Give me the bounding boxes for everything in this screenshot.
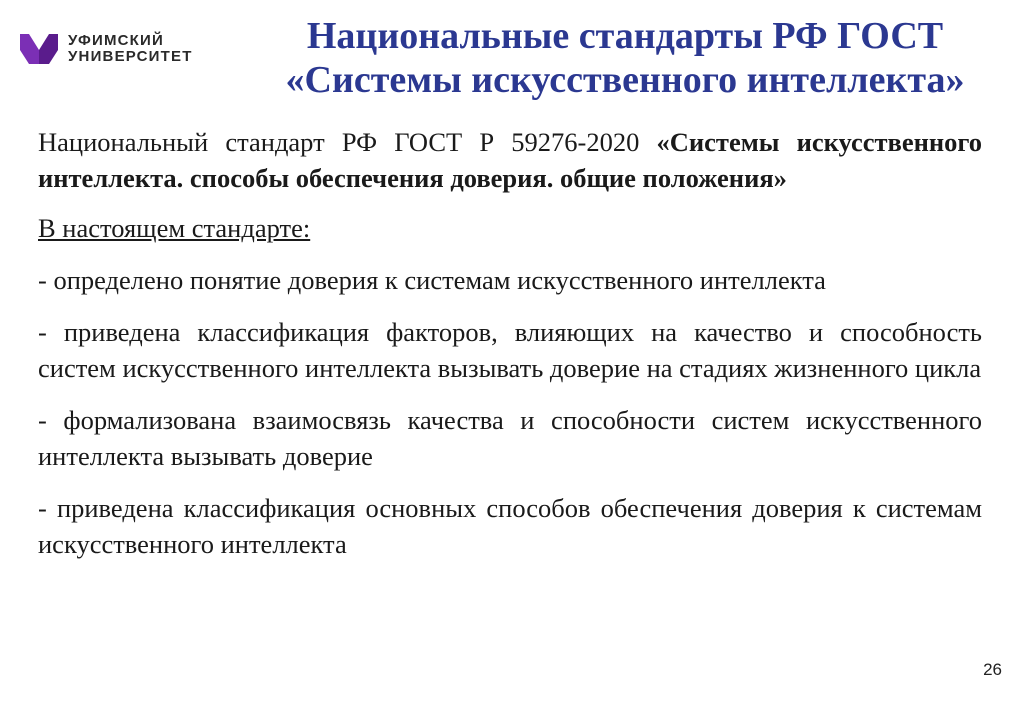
university-name [68,33,193,65]
slide-title-line1: Национальные стандарты РФ ГОСТ [306,15,944,57]
page-number: 26 [983,660,1002,679]
standard-intro [38,124,982,196]
list-item: - определено понятие доверия к системам искусственного интеллекта [38,265,826,295]
standard-name: «Системы искусственного интеллекта. способы обеспечения доверия. общие положения» [38,127,982,193]
university-name-line2: УНИВЕРСИТЕТ [68,48,193,65]
university-logo [18,28,193,70]
list-item: - приведена классификация факторов, влияющих на качество и способность систем искусственного интеллекта вызывать доверие на стадиях жизненного цикла [38,317,982,383]
slide-body [38,124,982,578]
university-name-line1: УФИМСКИЙ [68,32,164,49]
subheading [38,210,982,246]
slide-title-line2: «Системы искусственного интеллекта» [285,59,965,101]
subheading-text: В настоящем стандарте: [38,213,311,243]
ufa-university-logo-icon [18,28,60,70]
list-item: - формализована взаимосвязь качества и способности систем искусственного интеллекта вызывать доверие [38,405,982,471]
list-item: - приведена классификация основных способов обеспечения доверия к системам искусственного интеллекта [38,493,982,559]
standard-intro-prefix: Национальный стандарт РФ ГОСТ Р 59276-2020 [38,127,640,157]
slide-title [230,14,1020,102]
